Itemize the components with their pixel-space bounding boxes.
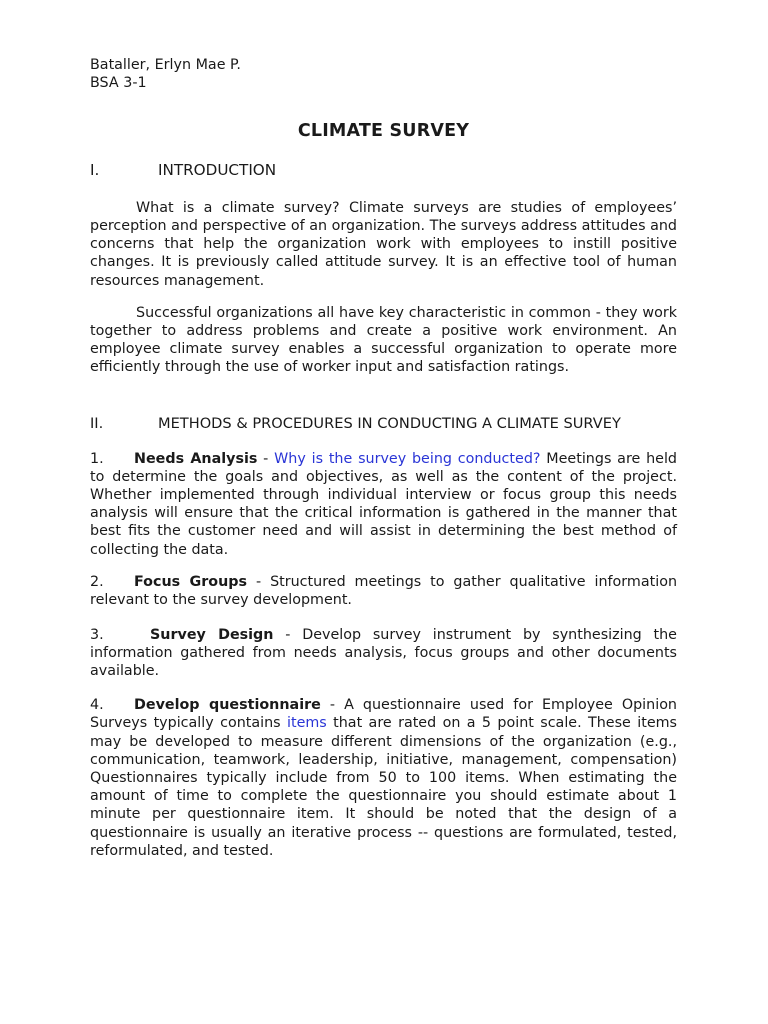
list-item-survey-design	[90, 626, 677, 681]
intro-paragraph-1: What is a climate survey? Climate surveys are studies of employees’ perception and perspective of an organization. The surveys address attitudes and concerns that help the organization work with employees to instill positive changes. It is previously called attitude survey. It is an effective tool of human resources management.	[90, 199, 677, 289]
class-section: BSA 3-1	[90, 75, 147, 92]
question-link[interactable]: Why is the survey being conducted?	[274, 450, 541, 467]
page-title: CLIMATE SURVEY	[297, 121, 470, 142]
item-separator: -	[320, 697, 345, 714]
item-text-before: A questionnaire used for Employee Opinion Surveys typically contains	[90, 697, 677, 732]
section-title: METHODS & PROCEDURES IN CONDUCTING A CLIMATE SURVEY	[158, 414, 621, 432]
list-item-develop-questionnaire	[90, 696, 677, 860]
item-term: Focus Groups	[134, 574, 248, 591]
item-number: 2.	[90, 574, 104, 591]
list-item-focus-groups	[90, 573, 677, 609]
author-name: Bataller, Erlyn Mae P.	[90, 57, 241, 73]
item-text: Structured meetings to gather qualitative information relevant to the survey development.	[90, 574, 678, 609]
item-separator: -	[257, 450, 275, 467]
items-link[interactable]: items	[287, 715, 327, 732]
item-term: Develop questionnaire	[134, 697, 321, 714]
section-number: II.	[90, 414, 104, 432]
section-heading-methods	[90, 414, 677, 434]
list-item-needs-analysis	[90, 450, 677, 559]
section-heading-introduction	[90, 161, 677, 179]
item-text: Develop survey instrument by synthesizing the information gathered from needs analysis, focus groups and other documents available.	[90, 626, 677, 679]
item-separator: -	[247, 574, 271, 591]
document-page	[90, 56, 677, 874]
item-number: 4.	[90, 697, 104, 714]
section-title: INTRODUCTION	[158, 160, 277, 179]
section-number: I.	[90, 160, 100, 179]
item-number: 3.	[90, 626, 104, 643]
item-number: 1.	[90, 450, 104, 467]
item-text-after: that are rated on a 5 point scale. These items may be developed to measure different dimensions of the organization (e.g., communication, teamwork, leadership, initiative, management, compensation) Questionnaires typically include from 50 to 100 items. When estimating the amount of time to complete the questionnaire you should estimate about 1 minute per questionnaire item. It should be noted that the design of a questionnaire is usually an iterative process -- questions are formulated, tested, reformulated, and tested.	[90, 715, 677, 859]
item-separator: -	[273, 626, 303, 643]
item-term: Survey Design	[150, 626, 274, 643]
item-term: Needs Analysis	[134, 450, 258, 467]
item-text: Meetings are held to determine the goals and objectives, as well as the content of the project. Whether implemented through individual interview or focus group this needs analysis will ensure that the critical information is gathered in the manner that best fits the customer need and will assist in determining the best method of collecting the data.	[90, 450, 678, 558]
intro-paragraph-2: Successful organizations all have key characteristic in common - they work together to address problems and create a positive work environment. An employee climate survey enables a successful organization to operate more efficiently through the use of worker input and satisfaction ratings.	[90, 304, 677, 376]
